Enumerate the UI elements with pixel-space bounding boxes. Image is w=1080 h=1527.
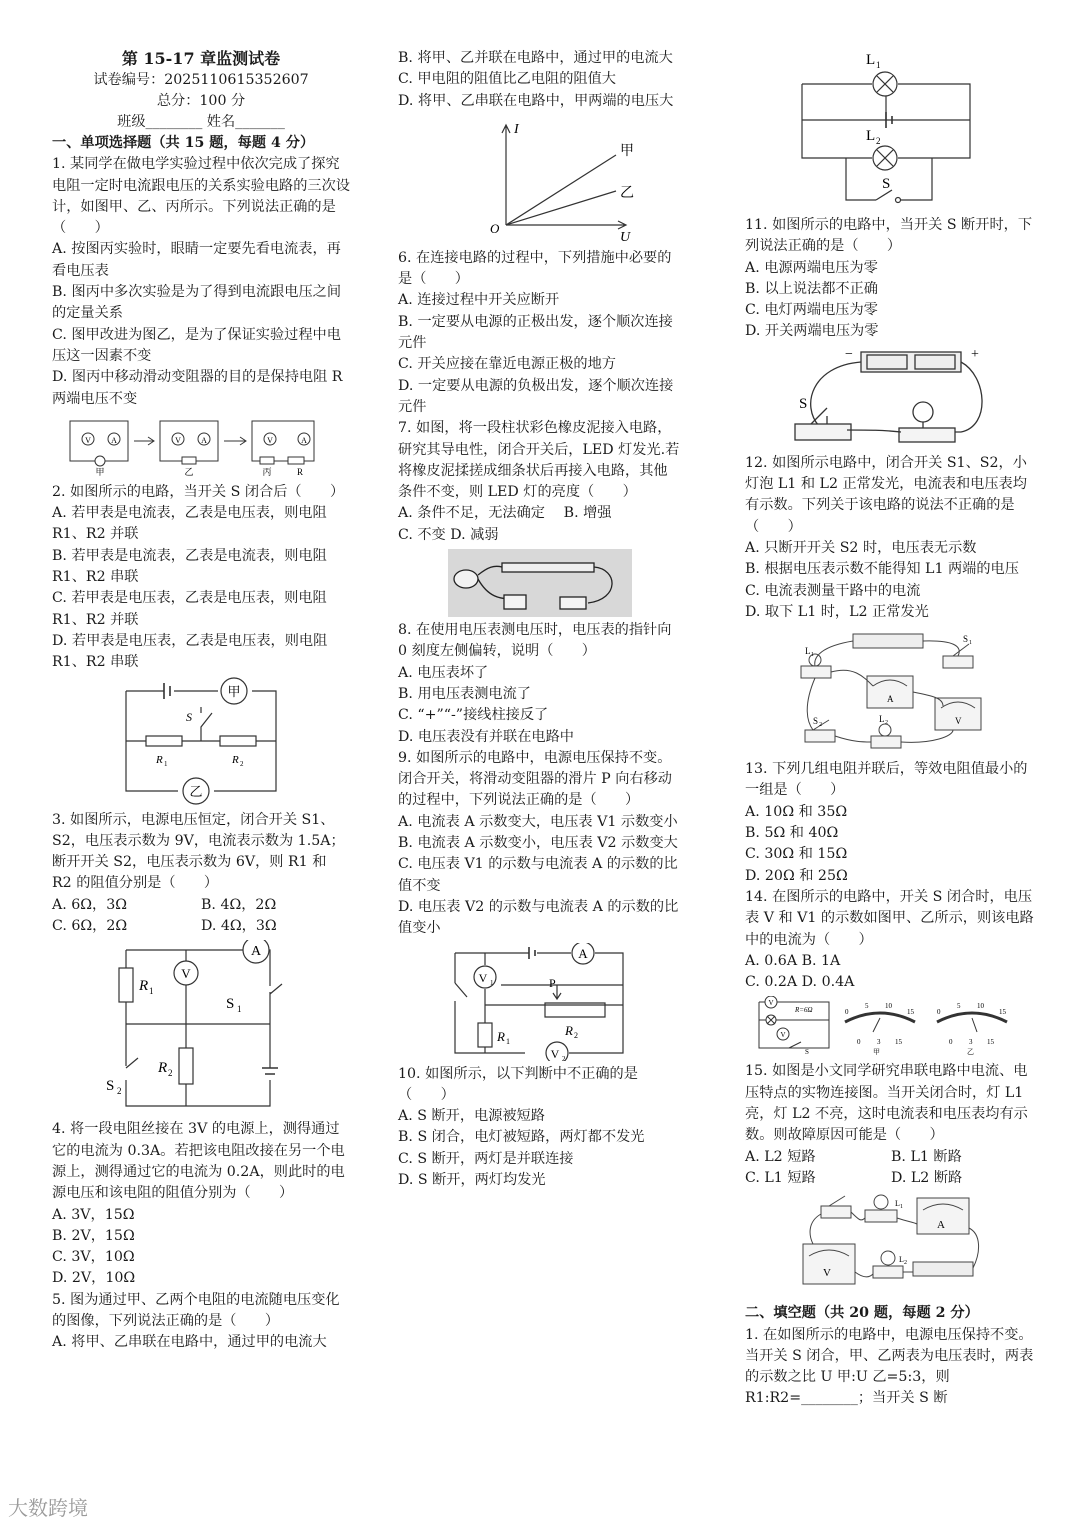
question-stem: 3. 如图所示，电源电压恒定，闭合开关 S1、S2，电压表示数为 9V，电流表示数为 1.5A；断开开关 S2，电压表示数为 6V，则 R1 和 R2 的阻值分别是（ ） bbox=[52, 811, 345, 892]
ammeter-icon: A bbox=[937, 1219, 945, 1232]
option-b: B. 若甲表是电流表，乙表是电流表，则电阻 R1、R2 串联 bbox=[52, 547, 327, 586]
question-5-part1 bbox=[52, 1290, 350, 1354]
total-score: 总分：100 分 bbox=[156, 93, 246, 109]
option-b: B. 一定要从电源的正极出发，逐个顺次连接元件 bbox=[398, 313, 673, 352]
option-a: A. 6Ω，3Ω bbox=[52, 896, 128, 913]
switch-s-label: S bbox=[799, 395, 808, 412]
resistor-r1-label: R bbox=[496, 1028, 505, 1044]
option-d: D. 2V，10Ω bbox=[52, 1270, 136, 1287]
voltmeter-icon: V bbox=[768, 999, 774, 1008]
option-d: D. 一定要从电源的负极出发，逐个顺次连接元件 bbox=[398, 377, 674, 415]
lamp-l2-label: L bbox=[879, 714, 885, 725]
l2-subscript: 2 bbox=[885, 720, 888, 727]
l1-subscript: 1 bbox=[811, 652, 814, 659]
option-c: C. 30Ω 和 15Ω bbox=[745, 846, 848, 863]
option-c: C. 电压表 V1 的示数与电流表 A 的示数的比值不变 bbox=[398, 856, 678, 894]
switch-s2-label: S bbox=[813, 716, 819, 727]
question-7 bbox=[398, 418, 681, 617]
watermark-logo: 大数跨境 bbox=[8, 1496, 88, 1520]
q7-photo-plasticine-circuit bbox=[448, 549, 632, 617]
option-a: A. 电流表 A 示数变大，电压表 V1 示数变小 bbox=[398, 813, 678, 830]
switch-s2-label: S bbox=[106, 1078, 115, 1095]
option-c: C. 电灯两端电压为零 bbox=[745, 302, 878, 319]
question-stem: 10. 如图所示，以下判断中不正确的是（ ） bbox=[398, 1065, 638, 1103]
r2-subscript: 2 bbox=[240, 759, 244, 768]
q12-physical-circuit bbox=[793, 626, 989, 756]
figure-label-yi: 乙 bbox=[184, 466, 194, 477]
q5-iu-graph bbox=[440, 115, 640, 245]
option-a: A. 电压表坏了 bbox=[398, 664, 489, 681]
option-c: C. 电流表测量干路中的电流 bbox=[745, 582, 921, 599]
q3-circuit-diagram bbox=[106, 940, 296, 1116]
v1-subscript: 1 bbox=[489, 978, 493, 987]
question-stem: 11. 如图所示的电路中，当开关 S 断开时，下列说法正确的是（ ） bbox=[745, 217, 1033, 255]
resistor-r1-label: R bbox=[156, 753, 163, 766]
option-b: B. 图丙中多次实验是为了得到电流跟电压之间的定量关系 bbox=[52, 284, 342, 322]
ammeter-icon: A bbox=[111, 435, 117, 445]
r1-subscript: 1 bbox=[505, 1036, 510, 1046]
scale-15: 15 bbox=[907, 1008, 914, 1017]
option-a: A. 3V，15Ω bbox=[52, 1206, 135, 1223]
q10-circuit-diagram bbox=[792, 48, 982, 212]
voltmeter-icon: V bbox=[823, 1267, 831, 1280]
option-b: B. 4Ω，2Ω bbox=[201, 896, 277, 913]
voltmeter-icon: V bbox=[267, 435, 273, 445]
option-c: C. 开关应接在靠近电源正极的地方 bbox=[398, 356, 616, 373]
ammeter-icon: A bbox=[577, 945, 588, 961]
question-stem: 2. 如图所示的电路，当开关 S 闭合后（ ） bbox=[52, 483, 345, 500]
q1-circuit-figures bbox=[56, 413, 346, 479]
options-cd: C. 不变 D. 减弱 bbox=[398, 526, 499, 543]
battery-minus-label: − bbox=[845, 346, 853, 362]
meter-yi-label: 乙 bbox=[967, 1048, 974, 1057]
figure-label-bing: 丙 bbox=[262, 466, 272, 477]
s1-subscript: 1 bbox=[969, 640, 972, 647]
origin-label: O bbox=[489, 220, 499, 236]
switch-s-label: S bbox=[882, 176, 891, 192]
options-ab: A. 0.6A B. 1A bbox=[745, 952, 841, 969]
option-d: D. 图丙中移动滑动变阻器的目的是保持电阻 R 两端电压不变 bbox=[52, 369, 343, 407]
option-c: C. 图甲改进为图乙，是为了保证实验过程中电压这一因素不变 bbox=[52, 326, 341, 364]
scale-5: 5 bbox=[957, 1002, 961, 1011]
voltmeter-v1-icon: V bbox=[478, 970, 487, 985]
resistor-r2-label: R bbox=[158, 1060, 168, 1077]
option-a: A. 只断开开关 S2 时，电压表无示数 bbox=[745, 539, 977, 556]
q2-circuit-diagram bbox=[106, 677, 296, 807]
slider-p-label: P bbox=[548, 975, 556, 990]
s1-subscript: 1 bbox=[237, 1004, 242, 1015]
option-b: B. 以上说法都不正确 bbox=[745, 280, 878, 297]
r2-subscript: 2 bbox=[573, 1030, 578, 1040]
question-stem: 1. 在如图所示的电路中，电源电压保持不变。当开关 S 闭合，甲、乙两表为电压表时，两表的示数之比 U 甲:U 乙=5:3，则 R1:R2=________；当开关 S 断 bbox=[745, 1326, 1034, 1407]
resistor-r1-label: R bbox=[139, 978, 149, 995]
switch-s1-label: S bbox=[226, 996, 235, 1013]
voltmeter-icon: V bbox=[175, 435, 181, 445]
l1-subscript: 1 bbox=[876, 60, 881, 70]
scale-0: 0 bbox=[845, 1008, 849, 1017]
option-b: B. 电流表 A 示数变小，电压表 V2 示数变大 bbox=[398, 835, 678, 852]
option-a: A. 按图丙实验时，眼睛一定要先看电流表，再看电压表 bbox=[52, 241, 341, 279]
lamp-l1-label: L bbox=[866, 52, 876, 68]
resistor-label: R bbox=[296, 466, 304, 477]
option-d: D. 取下 L1 时，L2 正常发光 bbox=[745, 603, 929, 620]
option-a: A. L2 短路 bbox=[745, 1148, 816, 1165]
question-stem: 9. 如图所示的电路中，电源电压保持不变。闭合开关，将滑动变阻器的滑片 P 向右移动的过程中，下列说法正确的是（ ） bbox=[398, 749, 672, 809]
axis-u-label: U bbox=[619, 229, 630, 245]
question-10 bbox=[398, 1064, 681, 1192]
question-5-part2 bbox=[398, 48, 681, 245]
question-stem: 15. 如图是小文同学研究串联电路中电流、电压特点的实物连接图。当开关闭合时，灯 L1 亮，灯 L2 不亮，这时电流表和电压表均有示数。则故障原因可能是（ ） bbox=[745, 1063, 1028, 1144]
option-b: B. 用电压表测电流了 bbox=[398, 685, 531, 702]
terminal-15: 15 bbox=[987, 1038, 994, 1047]
terminal-15: 15 bbox=[895, 1038, 902, 1047]
switch-s1-label: S bbox=[963, 634, 969, 645]
lamp-l2-label: L bbox=[899, 1255, 904, 1265]
ammeter-icon: A bbox=[301, 435, 307, 445]
scale-5: 5 bbox=[865, 1002, 869, 1011]
scale-10: 10 bbox=[977, 1002, 984, 1011]
question-3 bbox=[52, 810, 350, 1117]
option-a: A. 若甲表是电流表，乙表是电压表，则电阻 R1、R2 并联 bbox=[52, 505, 327, 543]
ammeter-icon: A bbox=[201, 435, 207, 445]
l2-subscript: 2 bbox=[876, 136, 881, 146]
terminal-0: 0 bbox=[857, 1038, 861, 1047]
switch-s-label: S bbox=[186, 709, 192, 724]
option-b: B. L1 断路 bbox=[891, 1148, 962, 1165]
question-1 bbox=[52, 154, 350, 479]
meter-jia-label: 甲 bbox=[227, 683, 241, 699]
voltmeter-icon: V bbox=[955, 716, 962, 727]
page-title: 第 15-17 章监测试卷 bbox=[121, 49, 281, 68]
meter-jia-label: 甲 bbox=[873, 1048, 880, 1057]
option-a: A. S 断开，电源被短路 bbox=[398, 1108, 545, 1125]
question-15 bbox=[745, 1061, 1037, 1300]
option-b: B. 2V，15Ω bbox=[52, 1227, 135, 1244]
question-stem: 1. 某同学在做电学实验过程中依次完成了探究电阻一定时电流跟电压的关系实验电路的三次设计，如图甲、乙、丙所示。下列说法正确的是（ ） bbox=[52, 156, 350, 237]
voltmeter-icon: V bbox=[780, 1031, 786, 1040]
resistor-value-label: R=6Ω bbox=[795, 1006, 813, 1015]
l1-subscript: 1 bbox=[900, 1204, 903, 1211]
lamp-l1-label: L bbox=[895, 1199, 900, 1209]
section-heading-choice: 一、单项选择题（共 15 题，每题 4 分） bbox=[52, 135, 315, 151]
question-4 bbox=[52, 1119, 350, 1289]
option-c: C. 3V，10Ω bbox=[52, 1249, 135, 1266]
question-11 bbox=[745, 215, 1037, 450]
question-8 bbox=[398, 620, 681, 748]
column-middle bbox=[398, 48, 681, 1191]
option-d: D. 若甲表是电压表，乙表是电压表，则电阻 R1、R2 串联 bbox=[52, 632, 328, 671]
option-d: D. 将甲、乙串联在电路中，甲两端的电压大 bbox=[398, 92, 674, 109]
option-a: A. 连接过程中开关应断开 bbox=[398, 292, 560, 309]
question-12 bbox=[745, 453, 1037, 756]
q9-circuit-diagram bbox=[445, 943, 635, 1061]
option-d: D. 电压表没有并联在电路中 bbox=[398, 728, 574, 745]
meter-yi-label: 乙 bbox=[189, 783, 203, 799]
line-yi-label: 乙 bbox=[619, 185, 634, 201]
q14-circuit-and-meters bbox=[745, 996, 1037, 1058]
option-b: B. 将甲、乙并联在电路中，通过甲的电流大 bbox=[398, 50, 673, 66]
option-d: D. L2 断路 bbox=[891, 1169, 963, 1186]
option-c: C. L1 短路 bbox=[745, 1169, 816, 1186]
question-stem: 13. 下列几组电阻并联后，等效电阻值最小的一组是（ ） bbox=[745, 761, 1028, 799]
resistor-r2-label: R bbox=[564, 1022, 573, 1038]
option-c: C. S 断开，两灯是并联连接 bbox=[398, 1150, 574, 1167]
resistor-r2-label: R bbox=[232, 753, 239, 766]
column-left bbox=[52, 48, 350, 1354]
options-cd: C. 0.2A D. 0.4A bbox=[745, 974, 855, 991]
option-a: A. 电源两端电压为零 bbox=[745, 259, 878, 276]
q11-physical-circuit bbox=[791, 346, 991, 450]
option-a: A. 将甲、乙串联在电路中，通过甲的电流大 bbox=[52, 1334, 327, 1351]
option-c: C. 6Ω，2Ω bbox=[52, 918, 128, 935]
option-b: B. S 闭合，电灯被短路，两灯都不发光 bbox=[398, 1129, 645, 1146]
option-d: D. 4Ω，3Ω bbox=[201, 918, 277, 935]
option-d: D. 开关两端电压为零 bbox=[745, 323, 879, 340]
line-jia-label: 甲 bbox=[619, 143, 634, 159]
voltmeter-v2-icon: V bbox=[550, 1046, 559, 1061]
question-13 bbox=[745, 759, 1037, 887]
question-2 bbox=[52, 482, 350, 807]
s2-subscript: 2 bbox=[819, 722, 822, 729]
r1-subscript: 1 bbox=[164, 759, 168, 768]
ammeter-icon: A bbox=[250, 944, 262, 960]
scale-0: 0 bbox=[937, 1008, 941, 1017]
scale-15: 15 bbox=[999, 1008, 1006, 1017]
option-a: A. 10Ω 和 35Ω bbox=[745, 803, 848, 820]
question-stem: 5. 图为通过甲、乙两个电阻的电流随电压变化的图像，下列说法正确的是（ ） bbox=[52, 1291, 340, 1329]
option-d: D. S 断开，两灯均发光 bbox=[398, 1171, 546, 1188]
question-stem: 6. 在连接电路的过程中，下列措施中必要的是（ ） bbox=[398, 249, 672, 288]
voltmeter-icon: V bbox=[85, 435, 91, 445]
s2-subscript: 2 bbox=[117, 1086, 122, 1097]
lamp-l2-label: L bbox=[866, 128, 876, 144]
option-d: D. 20Ω 和 25Ω bbox=[745, 867, 848, 884]
switch-s-label: S bbox=[805, 1048, 809, 1057]
figure-label-jia: 甲 bbox=[95, 466, 105, 477]
class-name-line: 班级________ 姓名_______ bbox=[117, 114, 285, 130]
lamp-l1-label: L bbox=[805, 646, 811, 657]
paper-number: 试卷编号：2025110615352607 bbox=[93, 72, 309, 88]
question-stem: 7. 如图，将一段柱状彩色橡皮泥接入电路，研究其导电性，闭合开关后，LED 灯发光.若将橡皮泥揉搓成细条状后再接入电路，其他条件不变，则 LED 灯的亮度（ ） bbox=[398, 420, 680, 501]
option-c: C. 若甲表是电压表，乙表是电压表，则电阻 R1、R2 并联 bbox=[52, 590, 327, 628]
option-b: B. 5Ω 和 40Ω bbox=[745, 825, 839, 842]
question-14 bbox=[745, 887, 1037, 1058]
l2-subscript: 2 bbox=[904, 1260, 907, 1267]
terminal-0: 0 bbox=[949, 1038, 953, 1047]
option-b: B. 根据电压表示数不能得知 L1 两端的电压 bbox=[745, 561, 1019, 578]
question-stem: 14. 在图所示的电路中，开关 S 闭合时，电压表 V 和 V1 的示数如图甲、乙所示，则该电路中的电流为（ ） bbox=[745, 888, 1034, 948]
axis-i-label: I bbox=[513, 121, 519, 137]
battery-plus-label: + bbox=[971, 346, 979, 362]
terminal-3: 3 bbox=[969, 1038, 973, 1047]
question-stem: 12. 如图所示电路中，闭合开关 S1、S2，小灯泡 L1 和 L2 正常发光，电流表和电压表均有示数。下列关于该电路的说法不正确的是（ ） bbox=[745, 454, 1027, 535]
option-d: D. 电压表 V2 的示数与电流表 A 的示数的比值变小 bbox=[398, 898, 679, 937]
q15-physical-circuit bbox=[799, 1192, 983, 1300]
option-c: C. “+”“-”接线柱接反了 bbox=[398, 707, 549, 724]
options-ab: A. 条件不足，无法确定 B. 增强 bbox=[398, 505, 612, 522]
r2-subscript: 2 bbox=[168, 1068, 173, 1079]
section-heading-fill: 二、填空题（共 20 题，每题 2 分） bbox=[745, 1305, 979, 1322]
terminal-3: 3 bbox=[877, 1038, 881, 1047]
r1-subscript: 1 bbox=[149, 986, 154, 997]
question-stem: 4. 将一段电阻丝接在 3V 的电源上，测得通过它的电流为 0.3A。若把该电阻改接在另一个电源上，测得通过它的电流为 0.2A，则此时的电源电压和该电阻的阻值分别为（ ） bbox=[52, 1121, 345, 1202]
column-right bbox=[745, 215, 1037, 1410]
fill-question-1 bbox=[745, 1325, 1037, 1410]
question-9 bbox=[398, 748, 681, 1061]
v2-subscript: 2 bbox=[561, 1054, 565, 1061]
scale-10: 10 bbox=[885, 1002, 892, 1011]
voltmeter-icon: V bbox=[181, 966, 191, 982]
question-stem: 8. 在使用电压表测电压时，电压表的指针向 0 刻度左侧偏转，说明（ ） bbox=[398, 622, 672, 660]
ammeter-icon: A bbox=[887, 694, 894, 705]
option-c: C. 甲电阻的阻值比乙电阻的阻值大 bbox=[398, 71, 616, 88]
question-6 bbox=[398, 248, 681, 418]
